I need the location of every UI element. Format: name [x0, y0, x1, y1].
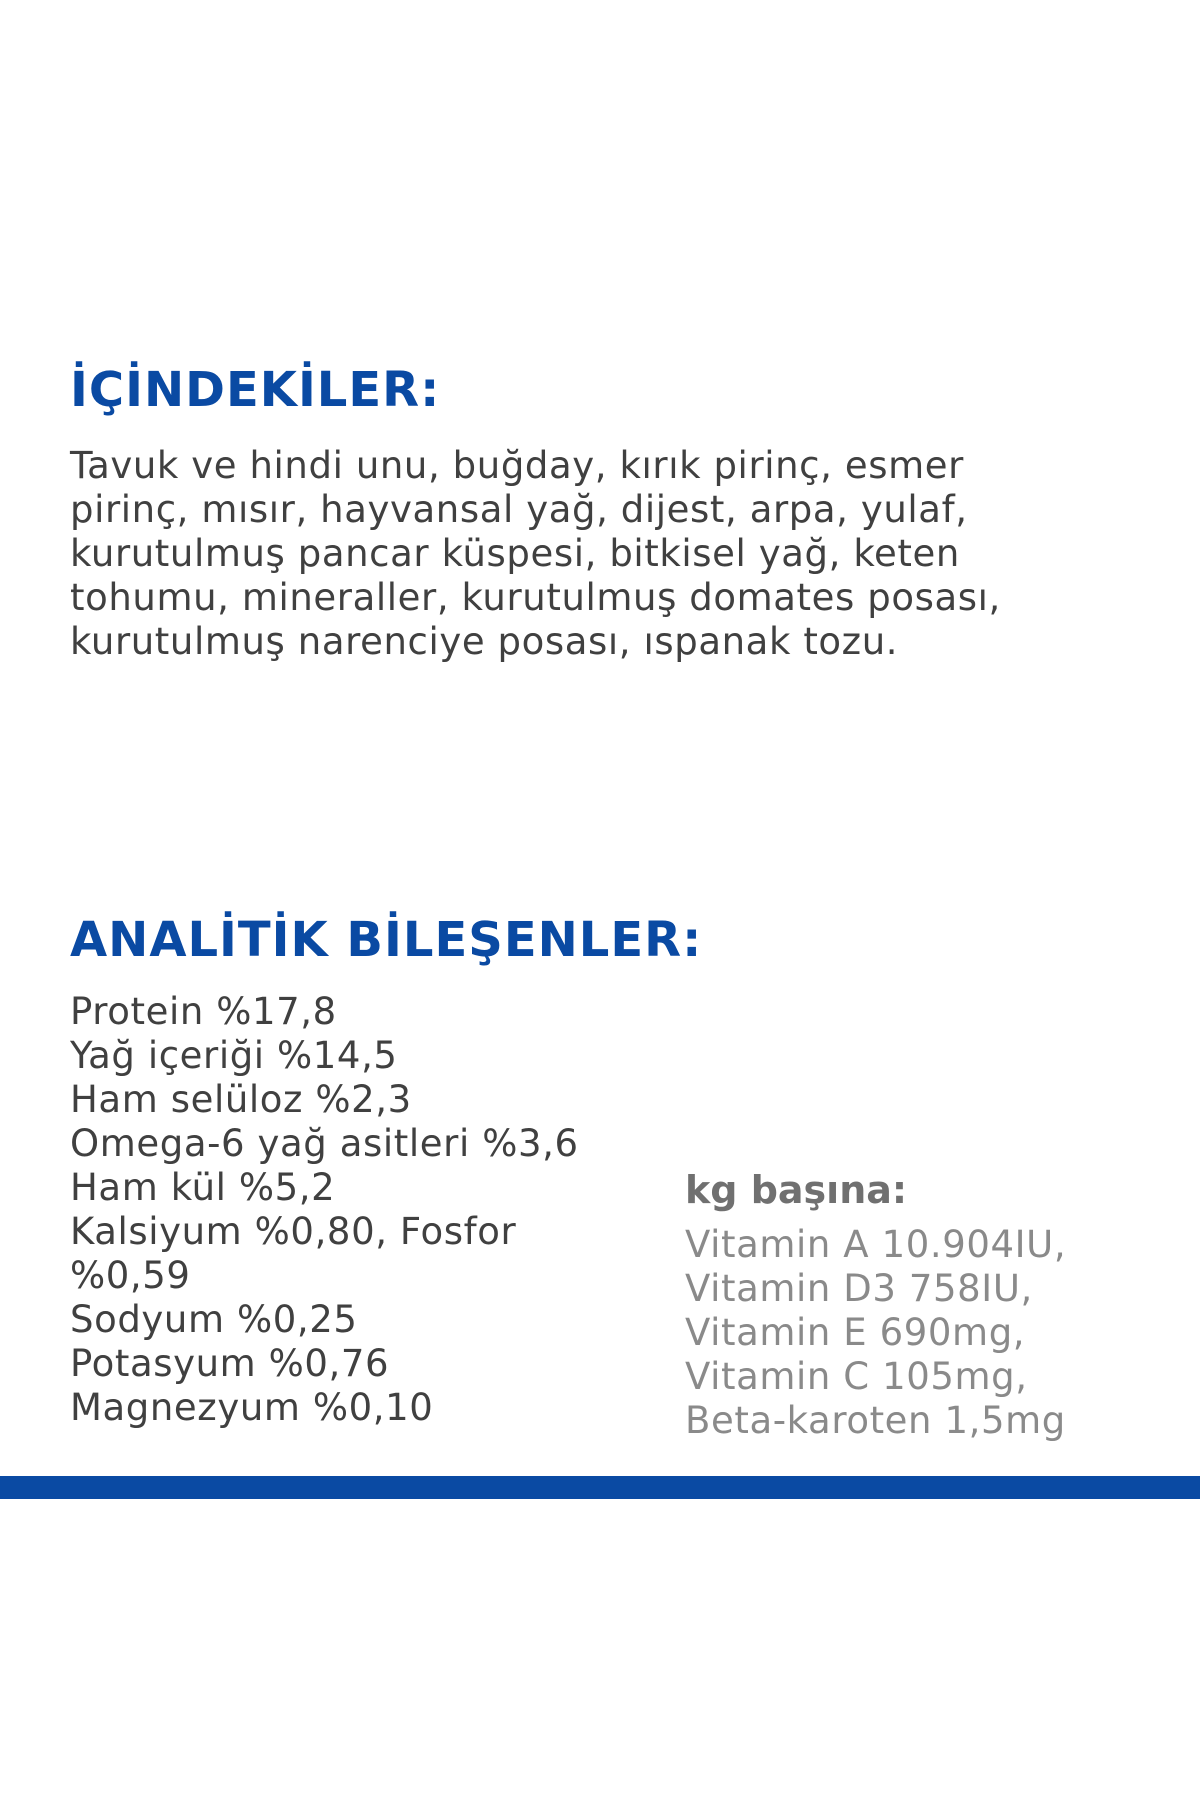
analytic-components-heading: ANALİTİK BİLEŞENLER:	[70, 912, 703, 968]
analytic-item: Ham kül %5,2	[70, 1166, 336, 1209]
analytic-item: Magnezyum %0,10	[70, 1386, 434, 1429]
analytic-item: Sodyum %0,25	[70, 1298, 358, 1341]
ingredients-line: kurutulmuş pancar küspesi, bitkisel yağ, keten	[70, 532, 960, 575]
vitamin-item: Vitamin A 10.904IU,	[685, 1223, 1067, 1266]
vitamin-item: Vitamin C 105mg,	[685, 1355, 1028, 1398]
ingredients-line: kurutulmuş narenciye posası, ıspanak tozu.	[70, 620, 899, 663]
ingredients-line: pirinç, mısır, hayvansal yağ, dijest, arpa, yulaf,	[70, 488, 968, 531]
ingredients-text	[70, 444, 1110, 664]
bottom-accent-bar	[0, 1476, 1200, 1499]
analytic-item: Kalsiyum %0,80, Fosfor	[70, 1210, 517, 1253]
vitamin-item: Beta-karoten 1,5mg	[685, 1399, 1066, 1442]
vitamin-list	[685, 1223, 1066, 1443]
analytic-item: Yağ içeriği %14,5	[70, 1034, 398, 1077]
vitamin-item: Vitamin D3 758IU,	[685, 1267, 1033, 1310]
per-kg-label: kg başına:	[685, 1168, 908, 1212]
analytic-item: %0,59	[70, 1254, 191, 1297]
analytic-item: Omega-6 yağ asitleri %3,6	[70, 1122, 579, 1165]
ingredients-line: tohumu, mineraller, kurutulmuş domates posası,	[70, 576, 1001, 619]
analytic-item: Protein %17,8	[70, 990, 337, 1033]
ingredients-heading: İÇİNDEKİLER:	[70, 362, 441, 418]
analytic-components-list	[70, 990, 579, 1430]
analytic-item: Ham selüloz %2,3	[70, 1078, 412, 1121]
analytic-item: Potasyum %0,76	[70, 1342, 390, 1385]
vitamin-item: Vitamin E 690mg,	[685, 1311, 1026, 1354]
ingredients-line: Tavuk ve hindi unu, buğday, kırık pirinç, esmer	[70, 444, 964, 487]
